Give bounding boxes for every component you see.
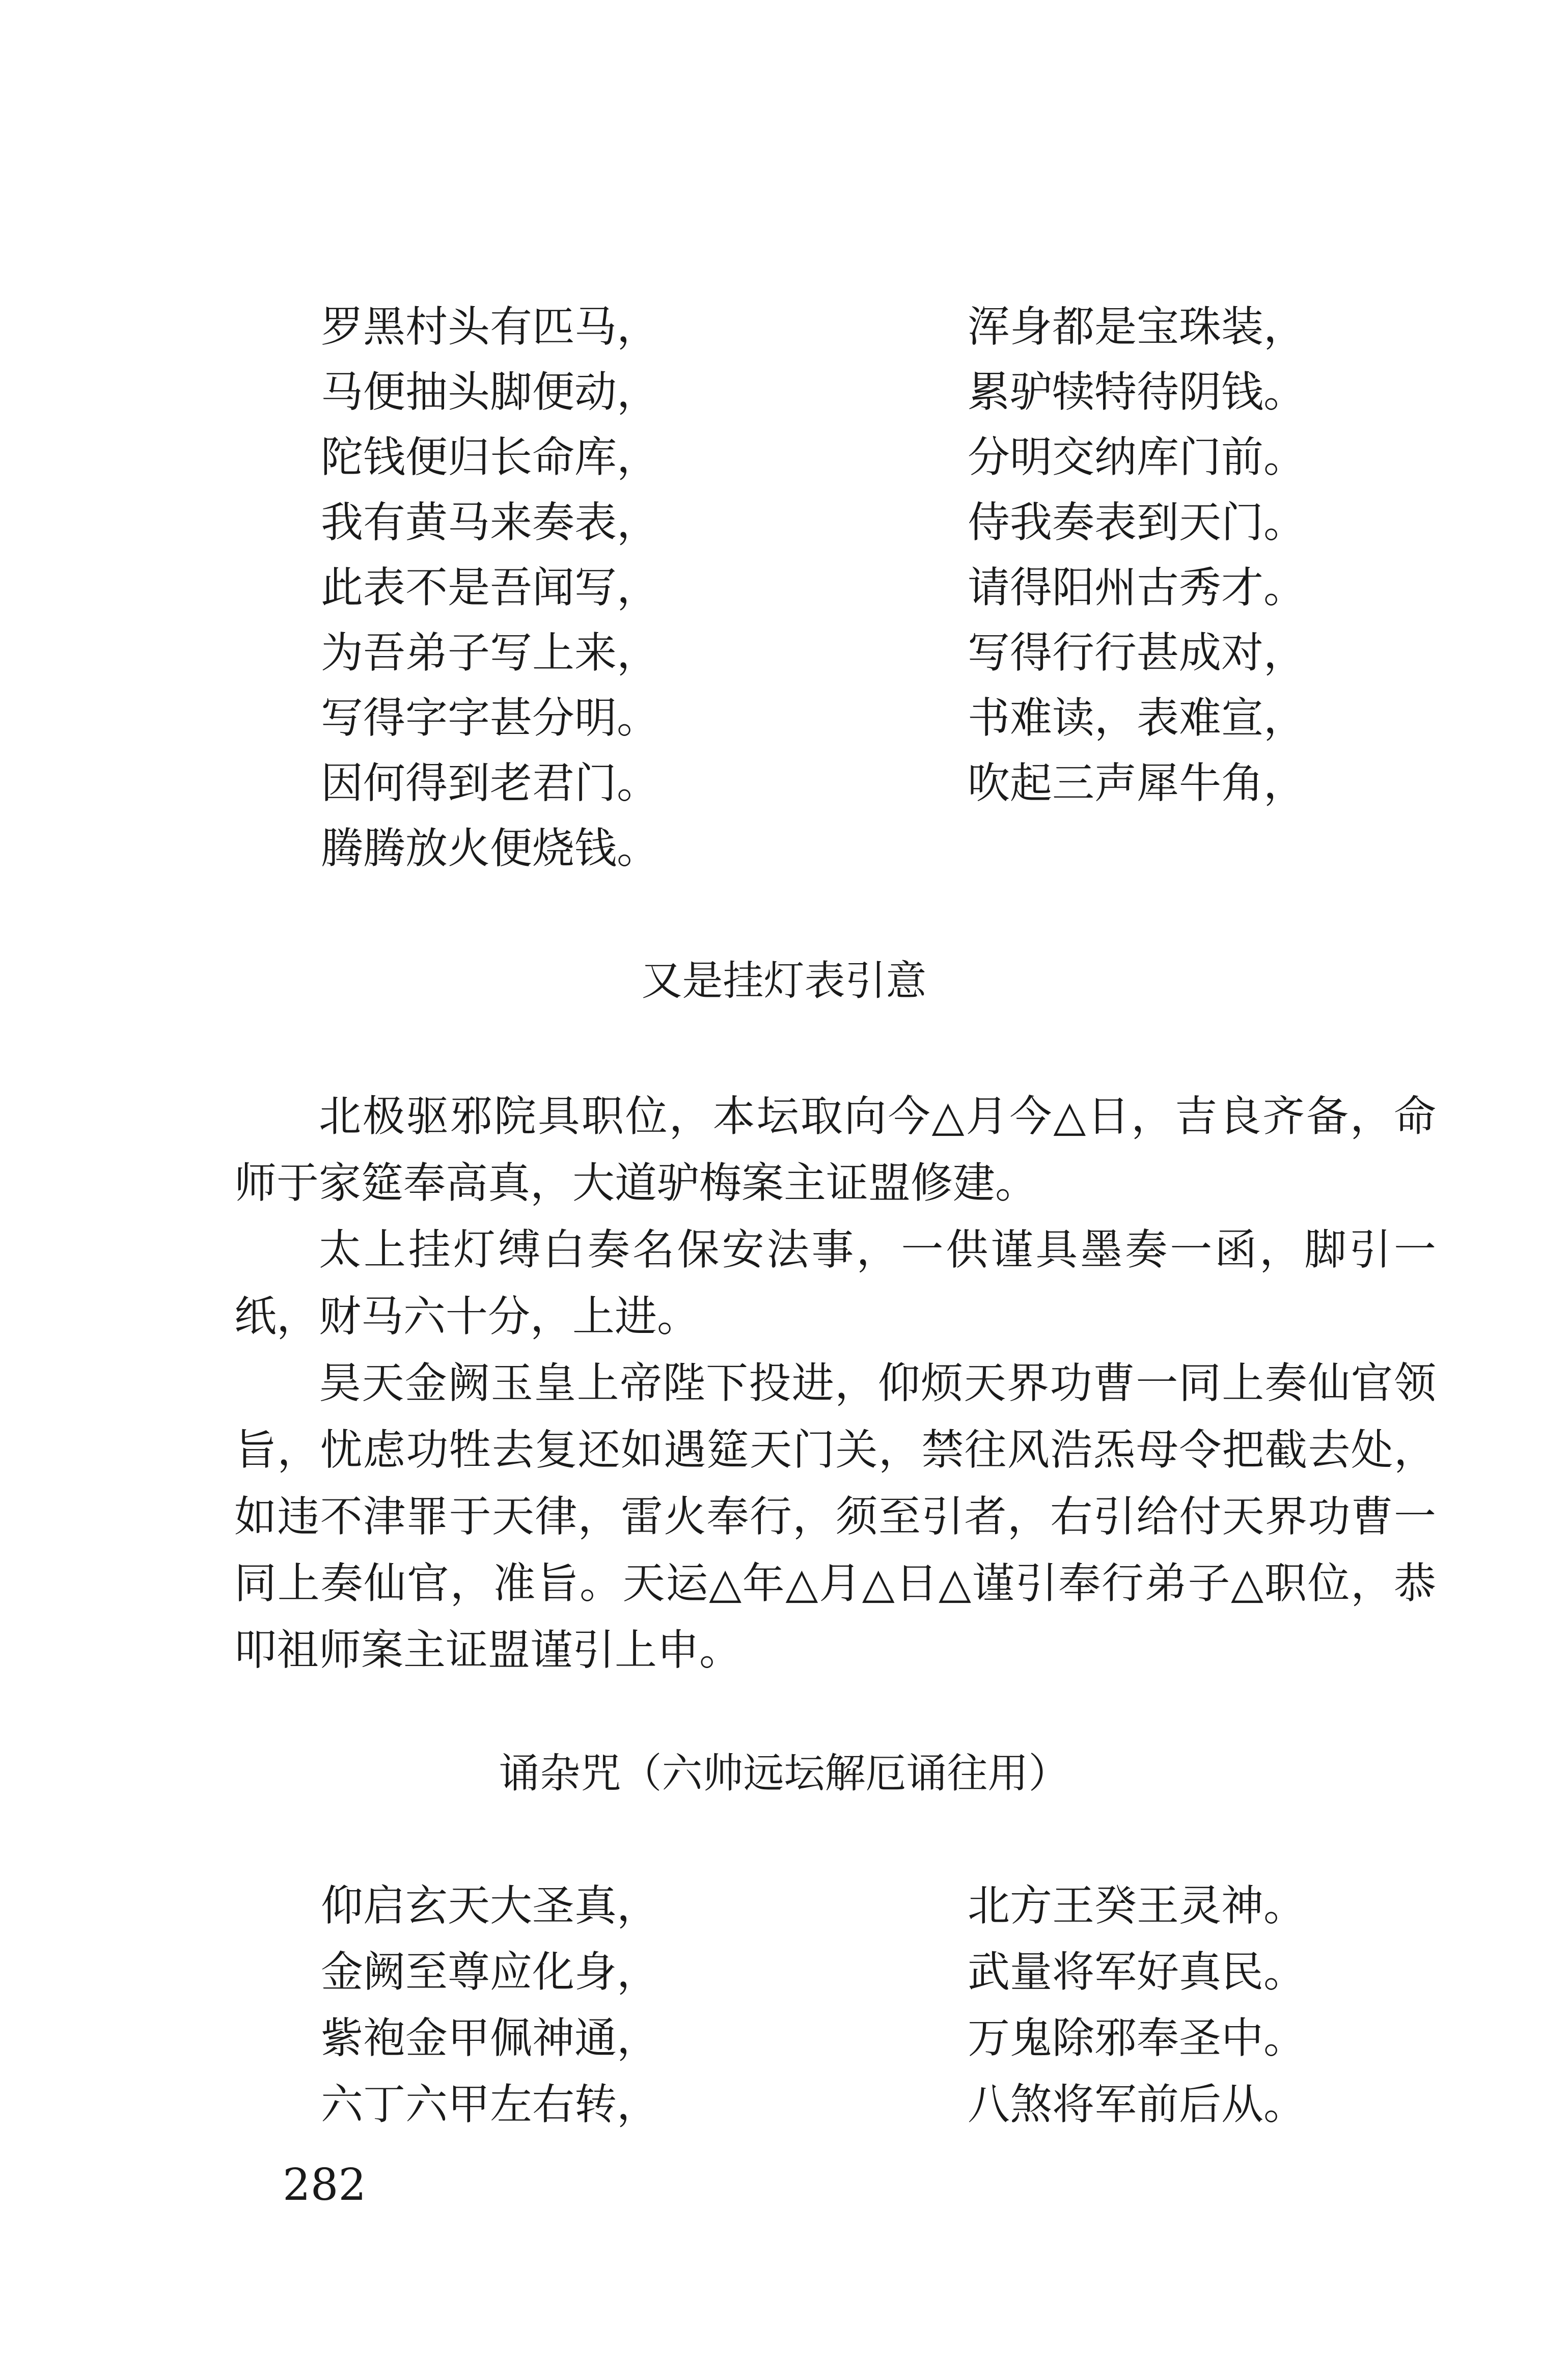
- verse-line: 万鬼除邪奉圣中。: [968, 2013, 1306, 2063]
- verse-line: 此表不是吾闻写，: [321, 563, 659, 612]
- verse-line: 因何得到老君门。: [321, 758, 659, 808]
- verse-line: 北方王癸王灵神。: [968, 1881, 1306, 1930]
- verse-line: 吹起三声犀牛角，: [968, 758, 1306, 808]
- prose-paragraph: 昊天金阙玉皇上帝陛下投进，仰烦天界功曹一同上奏仙官领旨，忧虑功牲去复还如遇筵天门关，禁往风浩炁母令把截去处，如违不津罪于天律，雷火奉行，须至引者，右引给付天界功曹一同上奏仙官，准旨。天运△年△月△日△谨引奉行弟子△职位，恭叩祖师案主证盟谨引上申。: [234, 1358, 1436, 1675]
- verse-line: 书难读，表难宣，: [968, 693, 1306, 743]
- verse-line: 金阙至尊应化身，: [321, 1947, 659, 1997]
- prose-paragraph: 太上挂灯缚白奏名保安法事，一供谨具墨奏一函，脚引一纸，财马六十分，上进。: [234, 1225, 1436, 1341]
- verse-line: 马便抽头脚便动，: [321, 367, 659, 417]
- section-heading-2: 诵杂咒（六帅远坛解厄诵往用）: [499, 1750, 1069, 1797]
- verse-line: 侍我奏表到天门。: [968, 498, 1306, 547]
- verse-line: 为吾弟子写上来，: [321, 628, 659, 677]
- verse-line: 请得阳州古秀才。: [968, 563, 1306, 612]
- verse-line: 八煞将军前后从。: [968, 2080, 1306, 2129]
- verse-line: 陀钱便归长命库，: [321, 432, 659, 482]
- verse-line: 罗黑村头有匹马，: [321, 302, 659, 351]
- prose-paragraph: 北极驱邪院具职位，本坛取向今△月今△日，吉良齐备，命师于家筵奉高真，大道驴梅案主证盟修建。: [234, 1092, 1436, 1208]
- verse-line: 腾腾放火便烧钱。: [321, 824, 659, 873]
- verse-line: 六丁六甲左右转，: [321, 2080, 659, 2129]
- prose-block: [234, 1083, 1436, 1683]
- verse-line: 累驴犊特待阴钱。: [968, 367, 1306, 417]
- verse-line: 浑身都是宝珠装，: [968, 302, 1306, 351]
- verse-line: 写得行行甚成对，: [968, 628, 1306, 677]
- verse-line: 分明交纳库门前。: [968, 432, 1306, 482]
- verse-line: 武量将军好真民。: [968, 1947, 1306, 1997]
- verse-line: 紫袍金甲佩神通，: [321, 2013, 659, 2063]
- verse-line: 写得字字甚分明。: [321, 693, 659, 743]
- section-heading-1: 又是挂灯表引意: [641, 957, 927, 1004]
- page-number: 282: [283, 2160, 367, 2211]
- verse-line: 我有黄马来奏表，: [321, 498, 659, 547]
- verse-line: 仰启玄天大圣真，: [321, 1881, 659, 1930]
